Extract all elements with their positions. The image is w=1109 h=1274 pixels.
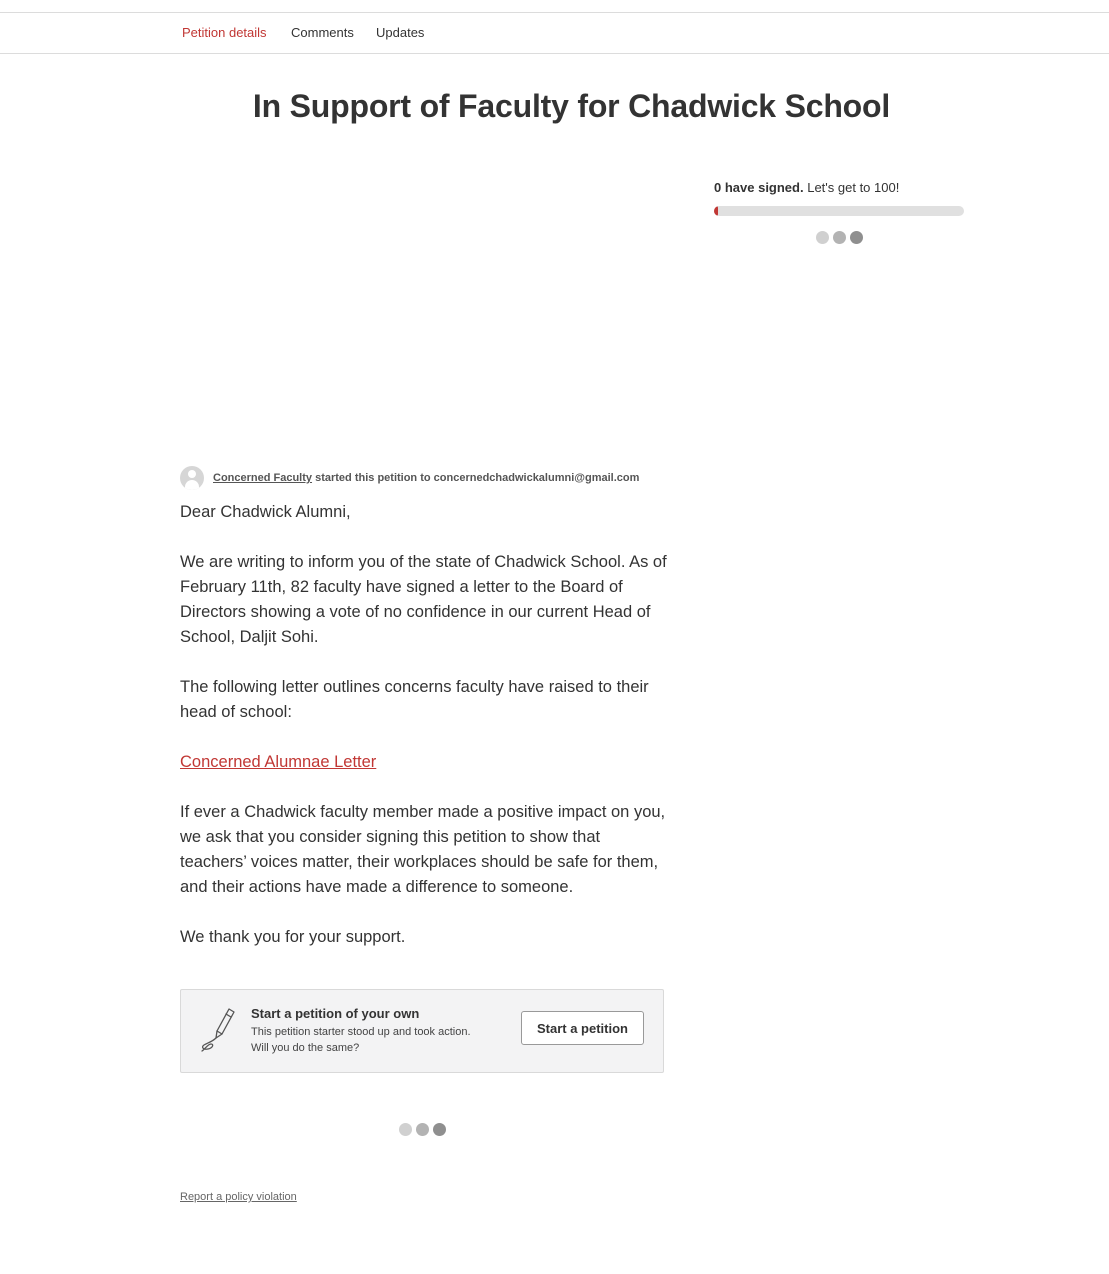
loading-dot [399, 1123, 412, 1136]
comments-loading-indicator [399, 1123, 446, 1136]
signature-progress-fill [714, 206, 718, 216]
signature-progress-bar [714, 206, 964, 216]
starter-name-link[interactable]: Concerned Faculty [213, 472, 313, 484]
cta-description: This petition starter stood up and took action. Will you do the same? [251, 1026, 471, 1054]
start-petition-card [180, 989, 664, 1073]
concerned-alumnae-letter-link[interactable]: Concerned Alumnae Letter [180, 753, 377, 771]
tab-petition-details[interactable]: Petition details [182, 25, 267, 40]
body-paragraph: The following letter outlines concerns faculty have raised to their head of school: [180, 678, 649, 721]
loading-dot [850, 231, 863, 244]
petition-starter-line [213, 472, 639, 484]
petition-tab-bar [0, 13, 1109, 54]
letter-link-paragraph [180, 750, 670, 775]
signature-count [714, 180, 899, 195]
start-petition-button[interactable]: Start a petition [521, 1011, 644, 1045]
loading-dot [816, 231, 829, 244]
loading-dot [833, 231, 846, 244]
cta-title: Start a petition of your own [251, 1006, 420, 1021]
tab-comments[interactable]: Comments [291, 25, 354, 40]
report-policy-violation-link[interactable]: Report a policy violation [180, 1191, 297, 1203]
signature-count-label: 0 have signed. [714, 180, 804, 195]
starter-action-text: started this petition to [315, 472, 431, 484]
signature-goal-label: Let's get to 100! [807, 180, 900, 195]
sidebar-loading-indicator [816, 231, 863, 244]
body-paragraph: We are writing to inform you of the state of Chadwick School. As of February 11th, 82 faculty have signed a letter to the Board of Directors showing a vote of no confidence in our current Head of School, Daljit Sohi. [180, 553, 667, 646]
petition-body [180, 500, 670, 975]
pen-icon [199, 1006, 239, 1054]
loading-dot [416, 1123, 429, 1136]
body-paragraph: If ever a Chadwick faculty member made a positive impact on you, we ask that you consider signing this petition to show that teachers’ voices matter, their workplaces should be safe for them, and their actions have made a difference to someone. [180, 803, 666, 896]
avatar [180, 466, 204, 490]
tab-updates[interactable]: Updates [376, 25, 425, 40]
greeting: Dear Chadwick Alumni, [180, 503, 351, 521]
petition-title: In Support of Faculty for Chadwick School [252, 88, 891, 124]
closing: We thank you for your support. [180, 928, 406, 946]
petition-recipient: concernedchadwickalumni@gmail.com [433, 472, 640, 484]
loading-dot [433, 1123, 446, 1136]
